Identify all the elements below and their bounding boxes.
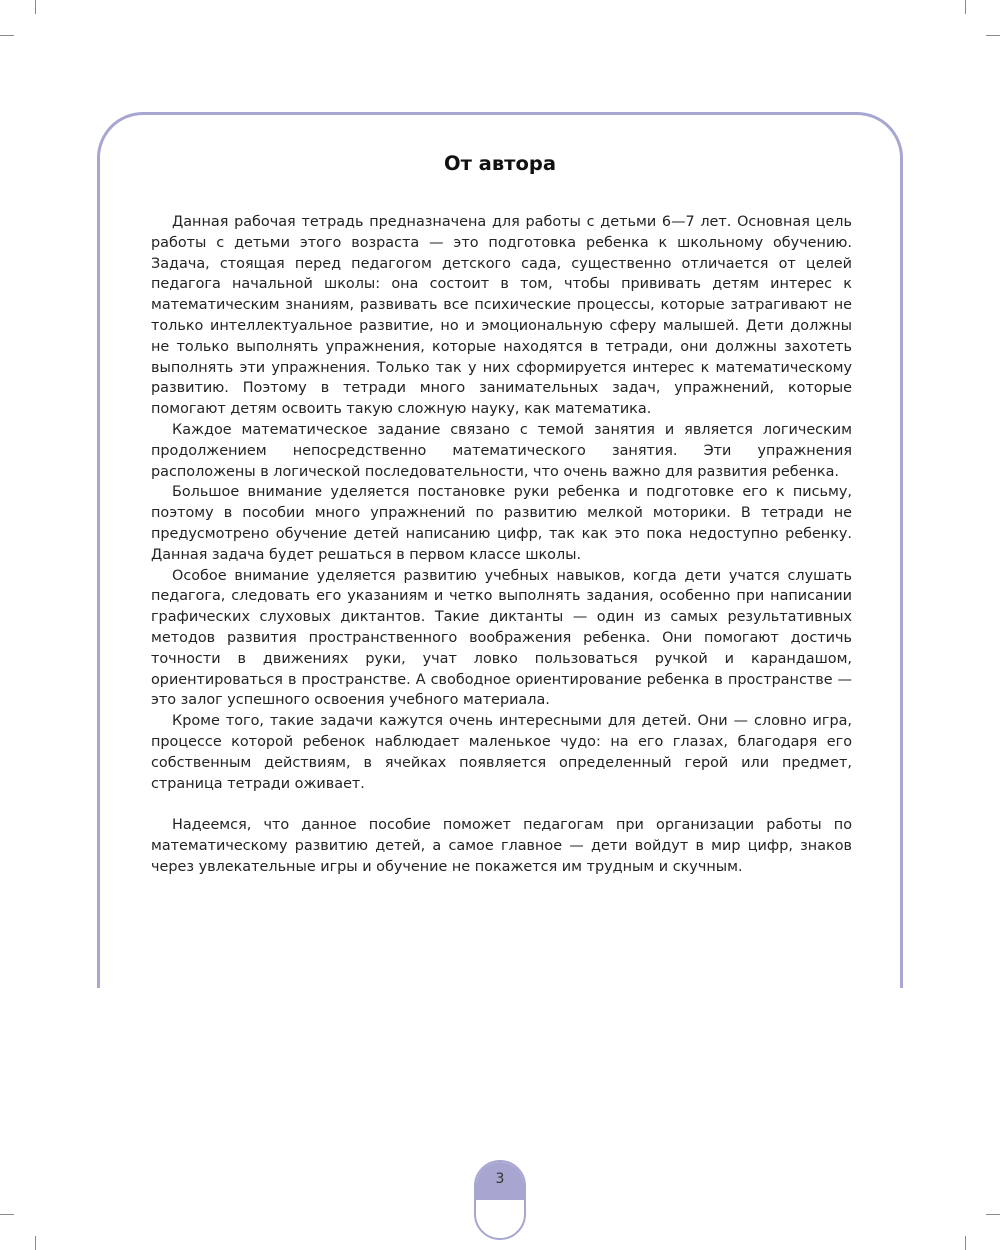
paragraph-4: Особое внимание уделяется развитию учебных навыков, когда дети учатся слушать педагога, следовать его указаниям и четко выполнять задания, особенно при написании графических слуховых диктантов. Такие диктанты — один из самых результативных методов развития пространственного воображения ребенка. Они помогают достичь точности в движениях руки, учат ловко пользоваться ручкой и карандашом, ориентироваться в пространстве. А свободное ориентирование ребенка в пространстве — это залог успешного освоения учебного материала. [151, 567, 852, 709]
page-number-tab [474, 1160, 526, 1240]
page-title: От автора [444, 152, 556, 175]
crop-mark-top-right-v [965, 0, 966, 14]
crop-mark-bottom-right-v [965, 1236, 966, 1250]
page-number: 3 [495, 1171, 505, 1187]
crop-mark-bottom-left-h [0, 1214, 14, 1215]
paragraph-2: Каждое математическое задание связано с темой занятия и является логическим продолжением непосредственно математического занятия. Эти упражнения расположены в логической последовательности, что очень важно для развития ребенка. [151, 421, 852, 480]
article-body [151, 212, 852, 878]
crop-mark-bottom-right-h [986, 1214, 1000, 1215]
crop-mark-top-left-h [0, 35, 14, 36]
crop-mark-bottom-left-v [35, 1236, 36, 1250]
paragraph-3: Большое внимание уделяется постановке руки ребенка и подготовке его к письму, поэтому в пособии много упражнений по развитию мелкой моторики. В тетради не предусмотрено обучение детей написанию цифр, так как это пока недоступно ребенку. Данная задача будет решаться в первом классе школы. [151, 484, 852, 563]
crop-mark-top-right-h [986, 35, 1000, 36]
paragraph-5: Кроме того, такие задачи кажутся очень интересными для детей. Они — словно игра, процессе которой ребенок наблюдает маленькое чудо: на его глазах, благодаря его собственным действиям, в ячейках появляется определенный герой или предмет, страница тетради оживает. [151, 713, 852, 792]
paragraph-6: Надеемся, что данное пособие поможет педагогам при организации работы по математическому развитию детей, а самое главное — дети войдут в мир цифр, знаков через увлекательные игры и обучение не покажется им трудным и скучным. [151, 817, 852, 875]
paragraph-1: Данная рабочая тетрадь предназначена для работы с детьми 6—7 лет. Основная цель работы с детьми этого возраста — это подготовка ребенка к школьному обучению. Задача, стоящая перед педагогом детского сада, существенно отличается от целей педагога начальной школы: она состоит в том, чтобы прививать детям интерес к математическим знаниям, развивать все психические процессы, которые затрагивают не только интеллектуальное развитие, но и эмоциональную сферу малышей. Дети должны не только выполнять упражнения, которые находятся в тетради, они должны захотеть выполнять эти упражнения. Только так у них сформируется интерес к математическому развитию. Поэтому в тетради много занимательных задач, упражнений, которые помогают детям освоить такую сложную науку, как математика. [151, 214, 852, 418]
crop-mark-top-left-v [35, 0, 36, 14]
